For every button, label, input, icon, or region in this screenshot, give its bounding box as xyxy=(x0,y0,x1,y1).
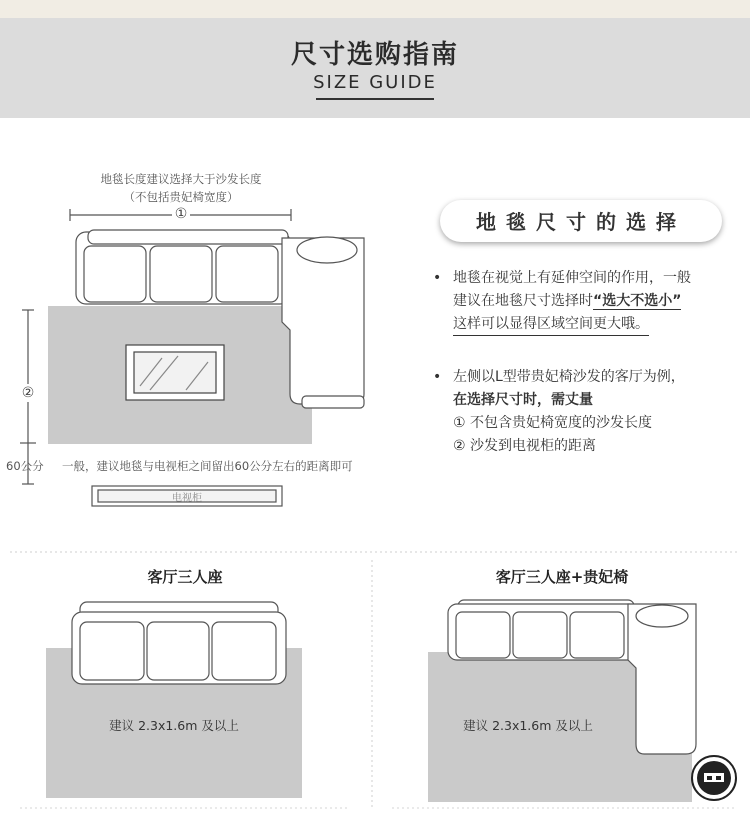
example-2-suggestion: 建议 2.3x1.6m 及以上 xyxy=(463,718,593,733)
example-2-title: 客厅三人座+贵妃椅 xyxy=(495,568,629,586)
para2-item1: ① 不包含贵妃椅宽度的沙发长度 xyxy=(453,415,653,431)
para2-line2: 在选择尺寸时，需丈量 xyxy=(453,392,593,408)
bullet-2: • xyxy=(433,369,442,385)
para1-line3: 这样可以显得区域空间更大哦。 xyxy=(453,314,649,336)
para2-item2: ② 沙发到电视柜的距离 xyxy=(453,438,597,454)
brand-logo xyxy=(692,756,736,800)
page-subtitle: SIZE GUIDE xyxy=(313,72,437,93)
coffee-table xyxy=(126,345,224,400)
sofa-length-note-2: （不包括贵妃椅宽度） xyxy=(123,190,239,204)
para1-emphasis: “选大不选小” xyxy=(593,293,682,309)
para2-line1: 左侧以L型带贵妃椅沙发的客厅为例， xyxy=(453,369,685,385)
para1-line2-prefix: 建议在地毯尺寸选择时 xyxy=(453,293,593,309)
page-title: 尺寸选购指南 xyxy=(290,40,459,70)
para1-line1: 地毯在视觉上有延伸空间的作用，一般 xyxy=(453,270,691,286)
sofa-length-note-1: 地毯长度建议选择大于沙发长度 xyxy=(100,172,262,186)
distance-label: 60公分 xyxy=(6,459,44,473)
marker-1: ① xyxy=(172,205,190,223)
marker-2: ② xyxy=(19,384,37,402)
guide-heading: 地毯尺寸的选择 xyxy=(476,210,686,234)
para1-line2 xyxy=(453,291,681,312)
distance-note: 一般，建议地毯与电视柜之间留出60公分左右的距离即可 xyxy=(62,459,353,473)
sofa-example-1 xyxy=(72,602,286,684)
example-1-suggestion: 建议 2.3x1.6m 及以上 xyxy=(109,718,239,733)
tv-cabinet-label: 电视柜 xyxy=(172,493,202,504)
example-1-title: 客厅三人座 xyxy=(147,568,223,586)
bullet-1: • xyxy=(433,270,442,286)
